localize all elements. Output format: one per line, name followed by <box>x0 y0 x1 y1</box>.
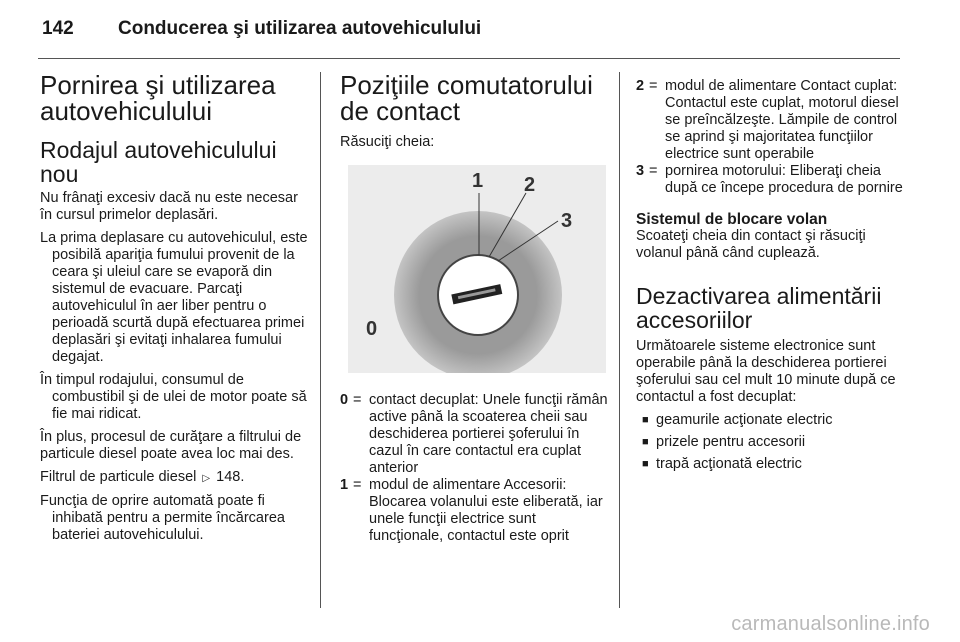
paragraph-autostop: Funcţia de oprire automată poate fi inhibată pentru a permite încărcarea bateriei autovehiculului. <box>40 493 285 543</box>
definition-position-1 <box>340 477 612 545</box>
label-position-3: 3 <box>561 210 573 232</box>
def-eq: = <box>649 78 658 94</box>
list-item <box>636 456 906 473</box>
definition-position-3 <box>636 163 906 197</box>
page-ref-icon: ▷ <box>202 473 211 484</box>
power-off-text: Următoarele sisteme electronice sunt operabile până la deschiderea portierei şoferului sau cel mult 10 minute după ce contactul a fost decuplat: <box>636 338 896 405</box>
page-ref-link[interactable]: 148. <box>216 469 245 485</box>
list-item-text: prizele pentru accesorii <box>656 434 806 450</box>
column-divider-1 <box>320 72 321 608</box>
power-off-list <box>636 412 906 473</box>
label-position-2: 2 <box>524 174 536 196</box>
column-right <box>636 78 906 473</box>
square-bullet-icon: ■ <box>642 414 649 426</box>
paragraph-filter: În plus, procesul de curăţare a filtrului de particule diesel poate avea loc mai des. <box>40 429 302 462</box>
column-middle <box>340 72 612 545</box>
ignition-intro: Răsuciţi cheia: <box>340 134 435 150</box>
steering-lock-text: Scoateţi cheia din contact şi răsuciţi volanul până când cuplează. <box>636 228 866 261</box>
list-item <box>636 412 906 429</box>
def-key: 3 <box>636 163 645 179</box>
ignition-title: Poziţiile comutatorului de contact <box>340 70 593 126</box>
def-text: modul de alimentare Contact cuplat: Contactul este cuplat, motorul diesel se preîncălzeşte. Lămpile de control se aprind şi majoritatea funcţiilor electrice sunt operabile <box>665 78 899 162</box>
chapter-title: Conducerea şi utilizarea autovehiculului <box>118 18 482 39</box>
ignition-positions-list <box>340 392 612 545</box>
list-item-text: trapă acţionată electric <box>656 456 802 472</box>
def-eq: = <box>649 163 658 179</box>
paragraph-braking: Nu frânaţi excesiv dacă nu este necesar în cursul primelor deplasări. <box>40 190 298 223</box>
ref-text: Filtrul de particule diesel <box>40 469 197 485</box>
square-bullet-icon: ■ <box>642 458 649 470</box>
paragraph-filter-ref <box>40 469 308 487</box>
list-item <box>636 434 906 451</box>
page-number: 142 <box>42 18 74 39</box>
paragraph-smoke: La prima deplasare cu autovehiculul, este posibilă apariţia fumului provenit de la ceara şi uleiul care se evaporă din sistemul de evacuare. Parcaţi autovehiculul în aer liber pentru o perioadă scurtă după efectuarea primei deplasări şi evitaţi inhalarea fumului degajat. <box>40 230 308 365</box>
steering-lock-title: Sistemul de blocare volan <box>636 211 828 228</box>
label-position-0: 0 <box>366 318 378 340</box>
watermark: carmanualsonline.info <box>731 613 930 635</box>
def-eq: = <box>353 477 362 493</box>
def-text: pornirea motorului: Eliberaţi cheia după ce începe procedura de pornire <box>665 163 903 196</box>
ignition-switch-diagram <box>348 165 606 373</box>
def-text: modul de alimentare Accesorii: Blocarea volanului este eliberată, iar unele funcţii electrice sunt funcţionale, contactul este oprit <box>369 477 603 544</box>
list-item-text: geamurile acţionate electric <box>656 412 833 428</box>
power-off-title: Dezactivarea alimentării accesoriilor <box>636 283 882 333</box>
ignition-positions-list-cont <box>636 78 906 197</box>
column-divider-2 <box>619 72 620 608</box>
paragraph-consumption: În timpul rodajului, consumul de combustibil şi de ulei de motor poate să fie mai ridicat. <box>40 372 307 422</box>
definition-position-0 <box>340 392 612 477</box>
def-key: 0 <box>340 392 349 408</box>
subsection-title: Rodajul autovehiculului nou <box>40 137 277 187</box>
definition-position-2 <box>636 78 906 163</box>
column-left <box>40 72 308 544</box>
header-rule <box>38 58 900 59</box>
def-key: 2 <box>636 78 645 94</box>
def-key: 1 <box>340 477 349 493</box>
def-eq: = <box>353 392 362 408</box>
section-title: Pornirea şi utilizarea autovehiculului <box>40 70 276 126</box>
square-bullet-icon: ■ <box>642 436 649 448</box>
label-position-1: 1 <box>472 170 484 192</box>
page-header <box>38 14 900 44</box>
def-text: contact decuplat: Unele funcţii rămân active până la scoaterea cheii sau deschiderea portierei şoferului în cazul în care contactul era cuplat anterior <box>369 392 608 476</box>
